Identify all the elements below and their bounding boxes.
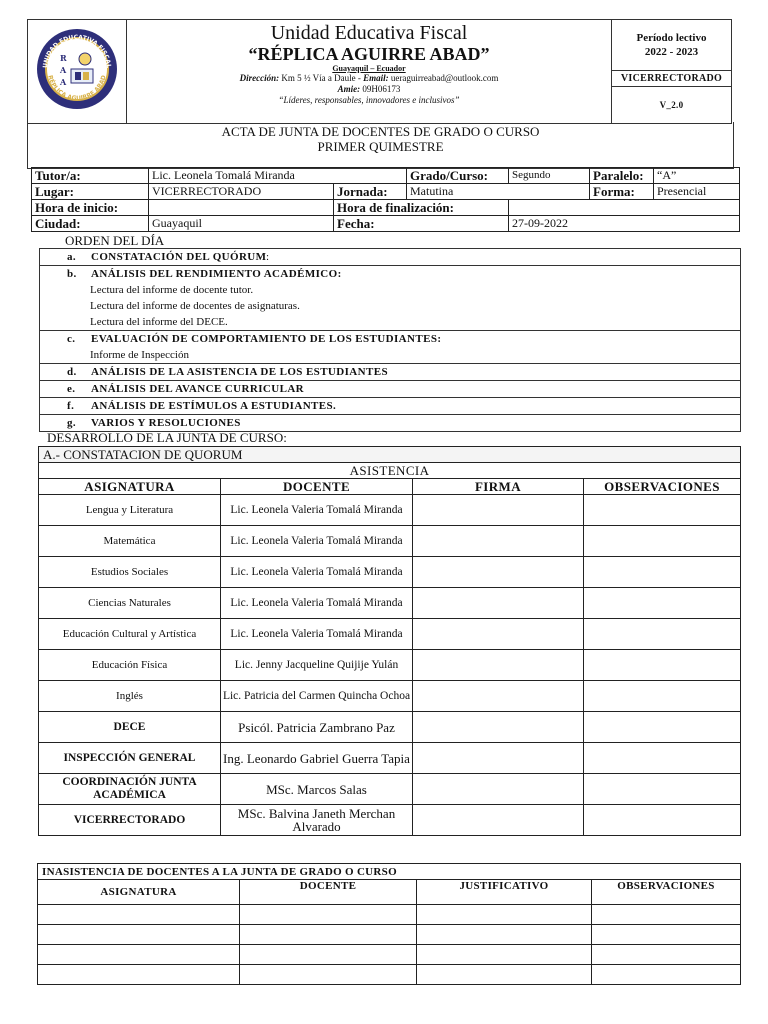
table-row [39,495,741,526]
fin-value [509,200,740,216]
row-signature-field[interactable] [413,681,584,712]
grado-value: Segundo [509,168,590,184]
col-asignatura: ASIGNATURA [39,479,221,495]
school-location: Guayaquil – Ecuador [332,64,406,73]
svg-text:A: A [60,65,67,75]
paralelo-label: Paralelo: [590,168,654,184]
school-slogan: “Líderes, responsables, innovadores e inclusivos” [278,95,460,105]
ina-cell-observaciones[interactable] [592,925,741,945]
row-signature-field[interactable] [413,774,584,805]
table-row [39,526,741,557]
row-subject: INSPECCIÓN GENERAL [39,743,221,774]
row-observations-field[interactable] [584,743,741,774]
row-signature-field[interactable] [413,557,584,588]
orden-item-letter: b. [67,268,77,280]
school-logo [35,27,119,111]
table-row [39,619,741,650]
row-subject: Educación Física [39,650,221,681]
row-observations-field[interactable] [584,619,741,650]
document-header [27,19,732,124]
col-docente: DOCENTE [221,479,413,495]
row-teacher: Lic. Leonela Valeria Tomalá Miranda [221,495,413,526]
row-signature-field[interactable] [413,526,584,557]
row-subject: Educación Cultural y Artística [39,619,221,650]
info-grid [31,167,740,232]
ina-cell-docente[interactable] [240,965,417,985]
ina-cell-observaciones[interactable] [592,945,741,965]
school-subtitle: “RÉPLICA AGUIRRE ABAD” [248,44,490,64]
ina-cell-docente[interactable] [240,945,417,965]
table-row [39,588,741,619]
asistencia-header: ASISTENCIA [39,463,741,479]
school-address-line [127,73,611,84]
row-subject: COORDINACIÓN JUNTA ACADÉMICA [39,774,221,805]
svg-text:RÉPLICA AGUIRRE ABAD: RÉPLICA AGUIRRE ABAD [46,74,108,103]
row-signature-field[interactable] [413,495,584,526]
orden-item [39,266,741,331]
row-signature-field[interactable] [413,805,584,836]
orden-item-text: ANÁLISIS DE ESTÍMULOS A ESTUDIANTES. [91,400,337,412]
row-teacher: MSc. Balvina Janeth Merchan Alvarado [221,805,413,836]
orden-item [39,248,741,266]
row-subject: Estudios Sociales [39,557,221,588]
svg-text:A: A [60,77,67,87]
school-logo-cell [28,20,127,124]
tutor-label: Tutor/a: [32,168,149,184]
orden-item-text: CONSTATACIÓN DEL QUÓRUM [91,251,267,263]
orden-list [39,248,741,432]
email-value: ueraguirreabad@outlook.com [390,73,499,83]
header-title-cell [127,20,612,124]
row-signature-field[interactable] [413,588,584,619]
row-teacher: Lic. Jenny Jacqueline Quijije Yulán [221,650,413,681]
row-signature-field[interactable] [413,743,584,774]
row-teacher: Psicól. Patricia Zambrano Paz [221,712,413,743]
inicio-value [149,200,334,216]
row-signature-field[interactable] [413,619,584,650]
period-value: 2022 - 2023 [644,46,699,58]
orden-item [39,398,741,415]
orden-subitem: Lectura del informe del DECE. [90,316,228,328]
section-a-title: A.- CONSTATACION DE QUORUM [39,447,741,463]
ina-cell-asignatura[interactable] [38,945,240,965]
tutor-value: Lic. Leonela Tomalá Miranda [149,168,407,184]
orden-title: ORDEN DEL DÍA [65,233,165,248]
ina-cell-observaciones[interactable] [592,905,741,925]
ina-cell-observaciones[interactable] [592,965,741,985]
school-name: Unidad Educativa Fiscal [270,22,468,44]
table-row [38,905,741,925]
row-observations-field[interactable] [584,557,741,588]
ina-cell-asignatura[interactable] [38,925,240,945]
ina-col-justificativo: JUSTIFICATIVO [417,880,592,905]
row-subject: Matemática [39,526,221,557]
address-label: Dirección: [239,73,280,83]
table-row [38,945,741,965]
department-cell [612,71,732,124]
department-name: VICERRECTORADO [612,71,731,87]
row-observations-field[interactable] [584,495,741,526]
row-observations-field[interactable] [584,526,741,557]
paralelo-value: “A” [654,168,740,184]
ciudad-value: Guayaquil [149,216,334,232]
row-subject: Ciencias Naturales [39,588,221,619]
acta-banner [27,122,734,169]
row-observations-field[interactable] [584,650,741,681]
table-row [39,650,741,681]
fecha-value: 27-09-2022 [509,216,740,232]
orden-item [39,364,741,381]
orden-item-text: ANÁLISIS DEL AVANCE CURRICULAR [91,383,305,395]
lugar-value: VICERRECTORADO [149,184,334,200]
fin-label: Hora de finalización: [334,200,509,216]
row-observations-field[interactable] [584,712,741,743]
inasistencia-title: INASISTENCIA DE DOCENTES A LA JUNTA DE GRADO O CURSO [38,864,741,880]
table-row [39,712,741,743]
ina-cell-justificativo[interactable] [417,925,592,945]
row-teacher: Lic. Patricia del Carmen Quincha Ochoa [221,681,413,712]
orden-subitem: Lectura del informe de docentes de asignaturas. [90,300,300,312]
ina-cell-justificativo[interactable] [417,945,592,965]
ina-col-observaciones: OBSERVACIONES [592,880,741,905]
orden-del-dia [39,233,741,432]
inicio-label: Hora de inicio: [32,200,149,216]
orden-item-suffix: : [266,251,270,263]
row-subject: Inglés [39,681,221,712]
row-observations-field[interactable] [584,774,741,805]
desarrollo-title: DESARROLLO DE LA JUNTA DE CURSO: [47,430,287,445]
table-row [39,743,741,774]
row-teacher: Lic. Leonela Valeria Tomalá Miranda [221,588,413,619]
ina-cell-justificativo[interactable] [417,965,592,985]
ina-cell-docente[interactable] [240,925,417,945]
acta-title: ACTA DE JUNTA DE DOCENTES DE GRADO O CURSO [221,124,540,139]
col-firma: FIRMA [413,479,584,495]
ina-cell-asignatura[interactable] [38,905,240,925]
orden-item-text: ANÁLISIS DEL RENDIMIENTO ACADÉMICO: [91,268,342,280]
orden-item-letter: a. [67,251,77,263]
ina-cell-asignatura[interactable] [38,965,240,985]
jornada-value: Matutina [407,184,590,200]
ina-col-docente: DOCENTE [240,880,417,905]
fecha-label: Fecha: [334,216,509,232]
orden-item-letter: c. [67,333,76,345]
lugar-label: Lugar: [32,184,149,200]
row-subject: VICERRECTORADO [39,805,221,836]
table-row [39,805,741,836]
row-teacher: MSc. Marcos Salas [221,774,413,805]
jornada-label: Jornada: [334,184,407,200]
orden-item-letter: d. [67,366,77,378]
period-label: Período lectivo [636,32,707,44]
amie-line [127,84,611,95]
orden-item-text: ANÁLISIS DE LA ASISTENCIA DE LOS ESTUDIANTES [91,366,388,378]
orden-item [39,381,741,398]
row-teacher: Lic. Leonela Valeria Tomalá Miranda [221,619,413,650]
svg-text:UNIDAD EDUCATIVA FISCAL: UNIDAD EDUCATIVA FISCAL [41,33,113,69]
col-observaciones: OBSERVACIONES [584,479,741,495]
orden-item-letter: g. [67,417,77,429]
ina-cell-justificativo[interactable] [417,905,592,925]
forma-value: Presencial [654,184,740,200]
email-label: Email: [363,73,389,83]
amie-value: 09H06173 [362,84,401,94]
table-row [38,965,741,985]
ina-cell-docente[interactable] [240,905,417,925]
inasistencia-table [37,863,741,985]
amie-label: Amie: [337,84,361,94]
table-row [39,681,741,712]
period-cell [612,20,732,71]
table-row [39,557,741,588]
version-code: V_2.0 [659,100,684,110]
row-teacher: Lic. Leonela Valeria Tomalá Miranda [221,557,413,588]
orden-item-letter: e. [67,383,76,395]
ciudad-label: Ciudad: [32,216,149,232]
orden-item-text: EVALUACIÓN DE COMPORTAMIENTO DE LOS ESTUDIANTES: [91,333,442,345]
row-subject: DECE [39,712,221,743]
row-subject: Lengua y Literatura [39,495,221,526]
table-row [39,774,741,805]
quorum-table [38,446,741,836]
orden-item-letter: f. [67,400,75,412]
ina-col-asignatura: ASIGNATURA [38,880,240,905]
orden-subitem: Lectura del informe de docente tutor. [90,284,254,296]
row-observations-field[interactable] [584,681,741,712]
forma-label: Forma: [590,184,654,200]
grado-label: Grado/Curso: [407,168,509,184]
acta-subtitle: PRIMER QUIMESTRE [317,139,444,154]
row-teacher: Lic. Leonela Valeria Tomalá Miranda [221,526,413,557]
address-value: Km 5 ½ Vía a Daule - [281,73,361,83]
orden-item [39,331,741,364]
row-signature-field[interactable] [413,650,584,681]
orden-subitem: Informe de Inspección [90,349,189,361]
orden-item-text: VARIOS Y RESOLUCIONES [91,417,241,429]
row-observations-field[interactable] [584,805,741,836]
svg-text:R: R [60,53,67,63]
row-teacher: Ing. Leonardo Gabriel Guerra Tapia [221,743,413,774]
table-row [38,925,741,945]
row-observations-field[interactable] [584,588,741,619]
row-signature-field[interactable] [413,712,584,743]
